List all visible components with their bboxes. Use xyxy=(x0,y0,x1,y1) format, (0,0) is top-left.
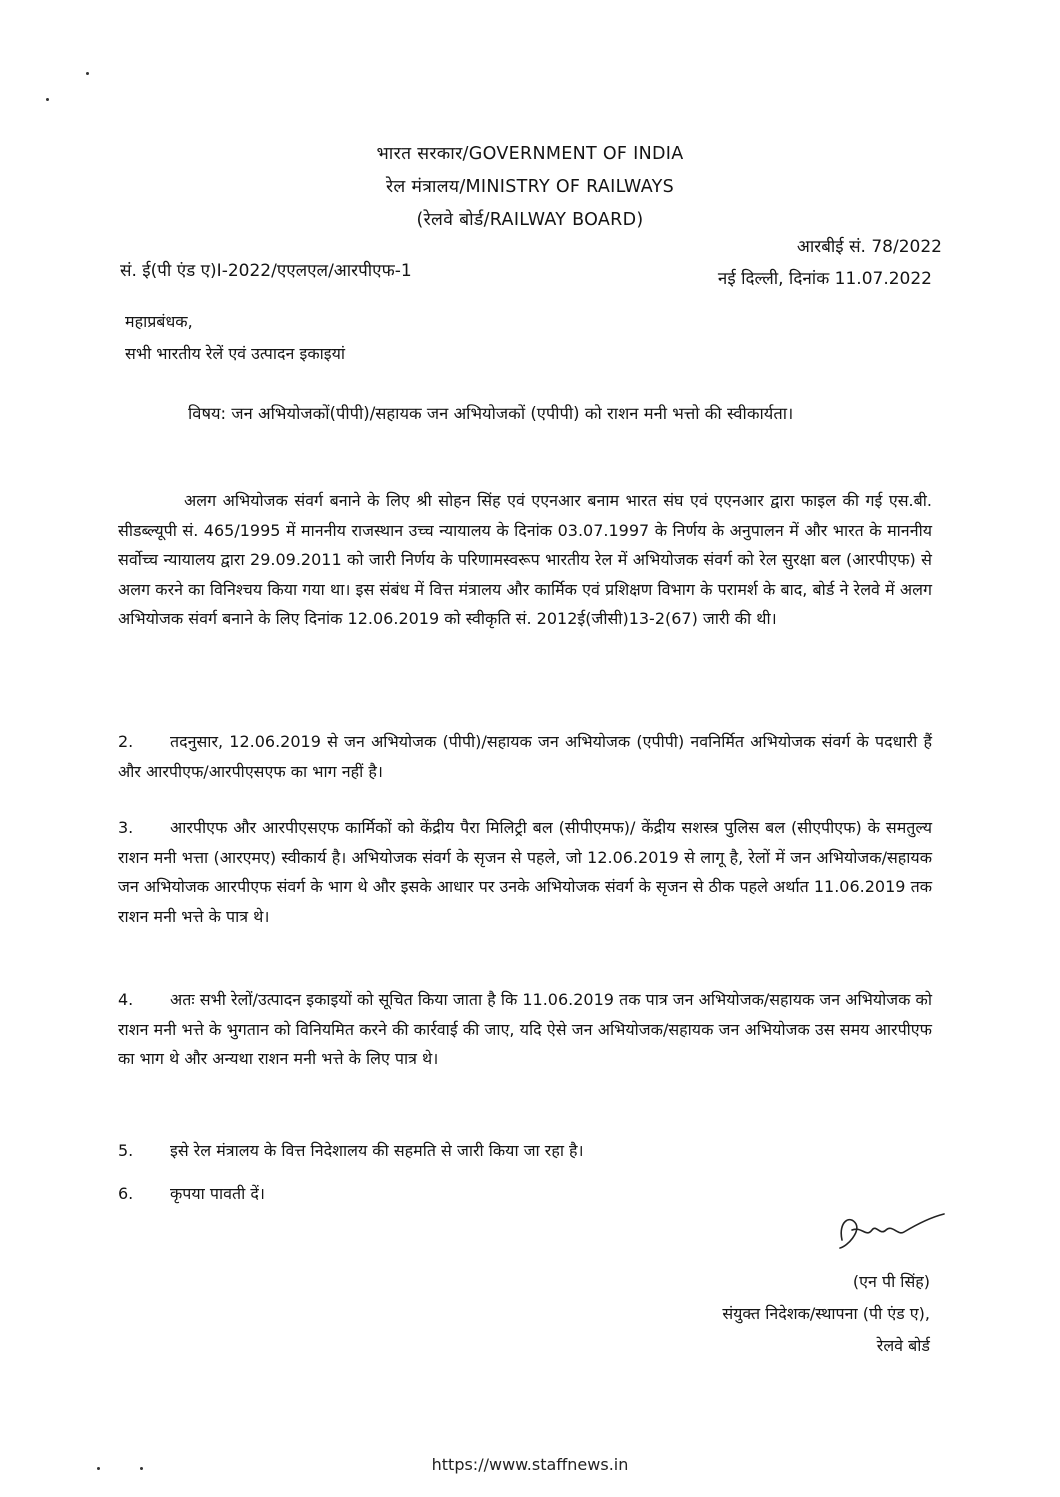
addressee-title: महाप्रबंधक, xyxy=(125,312,193,331)
scan-speck xyxy=(46,98,49,101)
signatory-name: (एन पी सिंह) xyxy=(852,1272,930,1291)
paragraph-5 xyxy=(118,1136,932,1166)
scan-speck xyxy=(86,72,89,75)
letterhead-ministry: रेल मंत्रालय/MINISTRY OF RAILWAYS xyxy=(385,177,675,197)
paragraph-text: आरपीएफ और आरपीएसएफ कार्मिकों को केंद्रीय पैरा मिलिट्री बल (सीपीएमफ)/ केंद्रीय सशस्त्र पुलिस बल (सीएपीएफ) के समतुल्य राशन मनी भत्ता (आरएमए) स्वीकार्य है। अभियोजक संवर्ग के सृजन से पहले, जो 12.06.2019 से लागू है, रेलों में जन अभियोजक/सहायक जन अभियोजक आरपीएफ संवर्ग के भाग थे और इसके आधार पर उनके अभियोजक संवर्ग के सृजन से ठीक पहले अर्थात 11.06.2019 तक राशन मनी भत्ते के पात्र थे। xyxy=(118,818,932,926)
paragraph-text: इसे रेल मंत्रालय के वित्त निदेशालय की सहमति से जारी किया जा रहा है। xyxy=(170,1141,584,1160)
file-number: सं. ई(पी एंड ए)I-2022/एएलएल/आरपीएफ-1 xyxy=(120,261,412,281)
paragraph-number: 6. xyxy=(118,1184,134,1203)
paragraph-text: कृपया पावती दें। xyxy=(170,1184,265,1203)
paragraph-1: अलग अभियोजक संवर्ग बनाने के लिए श्री सोहन सिंह एवं एएनआर बनाम भारत संघ एवं एएनआर द्वारा फाइल की गई एस.बी. सीडब्ल्यूपी सं. 465/1995 में माननीय राजस्थान उच्च न्यायालय के दिनांक 03.07.1997 के निर्णय के अनुपालन में और भारत के माननीय सर्वोच्च न्यायालय द्वारा 29.09.2011 को जारी निर्णय के परिणामस्वरूप भारतीय रेल में अभियोजक संवर्ग को रेल सुरक्षा बल (आरपीएफ) से अलग करने का विनिश्चय किया गया था। इस संबंध में वित्त मंत्रालय और कार्मिक एवं प्रशिक्षण विभाग के परामर्श के बाद, बोर्ड ने रेलवे में अलग अभियोजक संवर्ग बनाने के लिए दिनांक 12.06.2019 को स्वीकृति सं. 2012ई(जीसी)13-2(67) जारी की थी। xyxy=(118,491,932,628)
signatory-block xyxy=(722,1266,930,1362)
paragraph-number: 2. xyxy=(118,732,134,751)
addressee-units: सभी भारतीय रेलें एवं उत्पादन इकाइयां xyxy=(125,344,346,363)
paragraph-number: 4. xyxy=(118,990,134,1009)
paragraph-4 xyxy=(118,985,932,1074)
rbe-number: आरबीई सं. 78/2022 xyxy=(796,237,942,257)
addressee xyxy=(125,306,345,370)
subject-line xyxy=(188,400,940,428)
paragraph-2 xyxy=(118,727,932,786)
signatory-designation: संयुक्त निदेशक/स्थापना (पी एंड ए), xyxy=(722,1304,930,1323)
paragraph-number: 3. xyxy=(118,818,134,837)
subject-label: विषय: xyxy=(188,404,227,423)
letterhead xyxy=(300,138,760,237)
paragraph-3 xyxy=(118,813,932,931)
paragraph-6 xyxy=(118,1179,932,1209)
handwritten-signature xyxy=(832,1200,952,1260)
paragraph-number: 5. xyxy=(118,1141,134,1160)
letterhead-board: (रेलवे बोर्ड/RAILWAY BOARD) xyxy=(416,210,644,230)
place-date: नई दिल्ली, दिनांक 11.07.2022 xyxy=(717,269,932,289)
letterhead-government: भारत सरकार/GOVERNMENT OF INDIA xyxy=(376,144,684,164)
footer-url[interactable]: https://www.staffnews.in xyxy=(431,1455,629,1474)
paragraph-text: तदनुसार, 12.06.2019 से जन अभियोजक (पीपी)/सहायक जन अभियोजक (एपीपी) नवनिर्मित अभियोजक संवर्ग के पदधारी हैं और आरपीएफ/आरपीएसएफ का भाग नहीं है। xyxy=(118,732,932,781)
paragraph-text: अतः सभी रेलों/उत्पादन इकाइयों को सूचित किया जाता है कि 11.06.2019 तक पात्र जन अभियोजक/सहायक जन अभियोजक को राशन मनी भत्ते के भुगतान को विनियमित करने की कार्रवाई की जाए, यदि ऐसे जन अभियोजक/सहायक जन अभियोजक उस समय आरपीएफ का भाग थे और अन्यथा राशन मनी भत्ते के लिए पात्र थे। xyxy=(118,990,932,1068)
signatory-office: रेलवे बोर्ड xyxy=(876,1336,930,1355)
subject-text: जन अभियोजकों(पीपी)/सहायक जन अभियोजकों (एपीपी) को राशन मनी भत्तो की स्वीकार्यता। xyxy=(231,404,794,423)
